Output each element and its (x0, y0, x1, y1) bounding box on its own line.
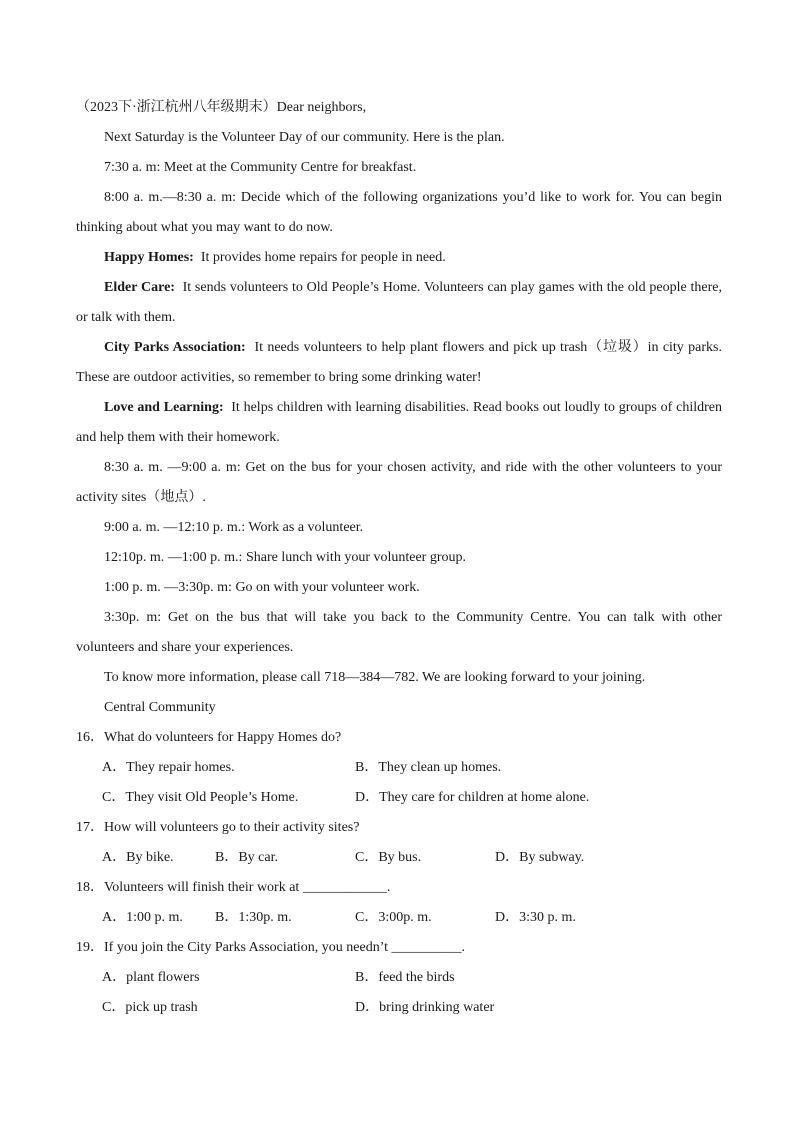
question-17-option-c[interactable]: C．By bus. (355, 850, 422, 865)
schedule-item-decide-line1: 8:00 a. m.—8:30 a. m: Decide which of the following organizations you’d like to work for. You can begin (104, 190, 722, 205)
document-page (76, 93, 722, 1023)
question-19-stem: 19．If you join the City Parks Association, you needn’t __________. (76, 940, 465, 955)
question-16-options-row2 (76, 783, 722, 813)
org-name-happy-homes: Happy Homes: (104, 250, 194, 265)
schedule-item-work: 9:00 a. m. —12:10 p. m.: Work as a volunteer. (104, 520, 364, 535)
source-note: （2023下·浙江杭州八年级期末） (76, 100, 277, 115)
question-19-options-row1 (76, 963, 722, 993)
schedule-item-return-line2: volunteers and share your experiences. (76, 640, 294, 655)
org-desc-city-parks: It needs volunteers to help plant flowers and pick up trash（垃圾）in city parks. (254, 340, 722, 355)
question-19-option-a[interactable]: A．plant flowers (102, 970, 200, 985)
question-19-option-c[interactable]: C．pick up trash (102, 1000, 198, 1015)
question-18-option-a[interactable]: A．1:00 p. m. (102, 910, 183, 925)
org-desc-love-learning: It helps children with learning disabilities. Read books out loudly to groups of children (231, 400, 722, 415)
schedule-item-bus-line2: activity sites（地点）. (76, 490, 206, 505)
greeting: Dear neighbors, (276, 100, 367, 115)
signature: Central Community (104, 700, 216, 715)
closing-paragraph: To know more information, please call 718—384—782. We are looking forward to your joining. (104, 670, 646, 685)
question-19-options-row2 (76, 993, 722, 1023)
org-elder-care-line1 (76, 273, 722, 303)
question-18-option-b[interactable]: B．1:30p. m. (215, 910, 292, 925)
schedule-item-lunch: 12:10p. m. —1:00 p. m.: Share lunch with your volunteer group. (104, 550, 467, 565)
question-19-option-b[interactable]: B．feed the birds (355, 970, 455, 985)
org-name-city-parks: City Parks Association: (104, 340, 246, 355)
org-city-parks-line2: These are outdoor activities, so remember to bring some drinking water! (76, 370, 482, 385)
org-name-love-learning: Love and Learning: (104, 400, 224, 415)
question-17-options-row (76, 843, 722, 873)
org-love-learning-line1 (76, 393, 722, 423)
question-17-option-d[interactable]: D．By subway. (495, 850, 585, 865)
question-18-option-c[interactable]: C．3:00p. m. (355, 910, 432, 925)
header-line (76, 93, 722, 123)
intro-paragraph: Next Saturday is the Volunteer Day of our community. Here is the plan. (104, 130, 505, 145)
question-16-options-row1 (76, 753, 722, 783)
schedule-item-continue: 1:00 p. m. —3:30p. m: Go on with your volunteer work. (104, 580, 420, 595)
question-18-stem: 18．Volunteers will finish their work at ____________. (76, 880, 391, 895)
org-happy-homes (76, 243, 722, 273)
question-17-stem: 17．How will volunteers go to their activity sites? (76, 820, 360, 835)
question-16-option-b[interactable]: B．They clean up homes. (355, 760, 502, 775)
question-16-stem: 16．What do volunteers for Happy Homes do? (76, 730, 342, 745)
org-elder-care-line2: or talk with them. (76, 310, 176, 325)
question-17-option-b[interactable]: B．By car. (215, 850, 278, 865)
schedule-item-breakfast: 7:30 a. m: Meet at the Community Centre for breakfast. (104, 160, 417, 175)
org-name-elder-care: Elder Care: (104, 280, 175, 295)
question-18-option-d[interactable]: D．3:30 p. m. (495, 910, 576, 925)
org-love-learning-line2: and help them with their homework. (76, 430, 280, 445)
question-16-option-c[interactable]: C．They visit Old People’s Home. (102, 790, 299, 805)
question-16-option-d[interactable]: D．They care for children at home alone. (355, 790, 590, 805)
schedule-item-decide-line2: thinking about what you may want to do now. (76, 220, 333, 235)
schedule-item-bus-line1: 8:30 a. m. —9:00 a. m: Get on the bus for your chosen activity, and ride with the other volunteers to your (104, 460, 722, 475)
question-16-option-a[interactable]: A．They repair homes. (102, 760, 235, 775)
schedule-item-return-line1: 3:30p. m: Get on the bus that will take you back to the Community Centre. You can talk with other (104, 610, 722, 625)
org-city-parks-line1 (76, 333, 722, 363)
question-18-options-row (76, 903, 722, 933)
question-19-option-d[interactable]: D．bring drinking water (355, 1000, 495, 1015)
question-17-option-a[interactable]: A．By bike. (102, 850, 174, 865)
org-desc-happy-homes: It provides home repairs for people in need. (200, 250, 446, 265)
org-desc-elder-care: It sends volunteers to Old People’s Home. Volunteers can play games with the old people there, (182, 280, 723, 295)
